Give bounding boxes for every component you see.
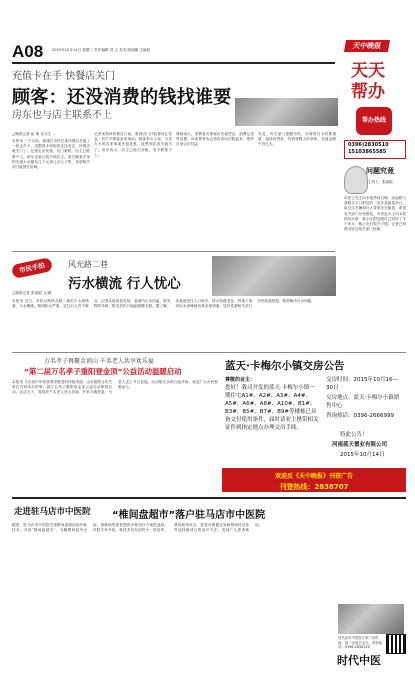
bottom-side-photo (338, 604, 404, 634)
hotline-column-author: 主持人：张丽娟 (368, 180, 393, 184)
ad-salutation: 尊敬的业主： (225, 377, 256, 383)
masthead-rule (12, 62, 335, 64)
bottom-body: 据悉，驻马店市中医院引进椎间盘微创治疗新技术，开设“椎间盘超市”，为腰椎间盘突出症、颈椎病等患者提供多种治疗方案供选择。该院专家介绍，新技术具有创伤小、恢复快、费用低等优点，患者可根据自身病情和经济条件选择最适合的治疗方法，受到广大患者欢迎。 (12, 523, 263, 533)
lead-byline: □晚报记者 崔 敏 实习生 ... (12, 132, 56, 136)
story2-tag (12, 255, 56, 283)
lead-body-col3: 律师表示，消费者可保留好充值凭证、消费记录等证据，向消费者协会投诉或向法院起诉，维护自身合法权益。 (176, 132, 254, 147)
hotline-column-text: 市民王先生向本报热线反映：汝南路与某路交叉口附近的一处井盖破损多日，给过往车辆和行人带来安全隐患，希望有关部门尽快修复。市民赵女士向本报热线反映：某小区附近路灯已经坏了半个多月，晚上出行很不方便。记者已将情况转交相关部门处理。 (344, 196, 406, 232)
brand-title-2: 帮办 (351, 82, 385, 101)
story2-body: 本报讯 近日，市民反映风光路二巷的下水道堵塞，污水横流，路面积水严重，过往行人苦不堪言。记者实地查看发现，巷道内污水四溢，散发阵阵异味，附近居民只能踮着脚走路。据了解，该巷道居住人口较多，排水管道老化，每逢下雨或用水高峰就容易出现堵塞。居民希望相关部门尽快疏通管道，彻底解决污水问题。 (12, 299, 315, 309)
lead-subhead: 房东也与店主联系不上 (12, 110, 112, 121)
divider-story2 (12, 251, 335, 252)
story3-body: 本报讯 为弘扬中华民族尊老敬老的传统美德，由本报联合有关单位共同举办的第二届万名孝子重阳登金顶公益活动即将启动。活动当天，将组织千名老人登山祈福，并举办敬老宴，为老人送上节日祝福。活动报名从即日起开始，欢迎广大市民积极参与。 (12, 380, 218, 395)
hotline-badge (356, 107, 392, 135)
lead-body-col2: 记者来到该快餐店门前，看到店门口贴着转让信息，有不少顾客前来询问。顾客李女士说，当初办卡时店家承诺充值优惠，没想到店说关就关了。房东表示，店主已拖欠房租，至今联系不上。 (94, 132, 172, 157)
ad-slogan-banner (222, 468, 406, 492)
ad-notice-date: 交房时间：2015年10月16—30日 (326, 377, 398, 391)
ad-block (222, 356, 406, 466)
story2-tag-label: 市民手拍 (11, 257, 53, 279)
story2-headline: 污水横流 行人忧心 (68, 276, 181, 292)
brand-title-1: 天天 (351, 61, 385, 80)
story2-photo (212, 256, 336, 296)
lead-photo (235, 98, 338, 126)
hotline-title: 帮办热线 (361, 117, 386, 124)
lead-kicker: 充值卡在手 快餐店关门 (12, 71, 116, 82)
ad-tel: 咨询热话：0396-2666999 (326, 413, 394, 419)
ad-title: 蓝天·卡梅尔小镇交房公告 (225, 360, 345, 372)
ad-slogan: 欢迎反《天中晚报》刊登广告 (274, 473, 353, 480)
ad-address: 交房地点：蓝天·卡梅尔小镇销售中心 (326, 395, 400, 409)
bottom-side-brand: 时代中医 (337, 654, 381, 667)
brand-logo: 天中晚报 (344, 40, 390, 52)
hotline-phones (344, 140, 406, 159)
lead-body-col4: 对此，有关部门提醒市民，办理预付卡时要谨慎，选择信誉好、经营规模大的商家，充值金额不宜过大。 (258, 132, 336, 147)
story3-headline: “第二届万名孝子重阳登金顶”公益活动温暖启动 (24, 367, 182, 376)
brand-block (343, 40, 405, 102)
hotline-illustration (344, 166, 368, 194)
ad-phone-line: 刊登热线：2838707 (279, 483, 349, 491)
divider-story3 (12, 352, 406, 353)
page-number: A08 (12, 42, 44, 61)
story2-byline: □晚报记者 张丽娟 文/图 (12, 291, 52, 295)
hotline-column-title: 问题究竟 (366, 167, 394, 175)
lead-body-col1: 本报讯 三个月前，驿城区市民在某快餐店充值了一张会员卡，没想到卡里的钱还没用完，快餐店就关门了。记者走访发现，店门紧锁，店主已联系不上，房东也表示找不到店主。部分顾客手里的充值卡余额从几十元到几百元不等，希望相关部门能帮忙协调。 (12, 139, 90, 170)
story3-kicker: 万名孝子再聚金顶山 千名老人共享欢乐宴 (44, 358, 154, 365)
story2-kicker: 风光路二巷 (68, 260, 108, 269)
qr-code-icon (386, 634, 406, 654)
divider-bottom (12, 497, 406, 499)
bottom-side-text: 驻马店市中医院专家门诊时间：周一至周日全天。咨询电话：0396-2858120 (338, 636, 383, 650)
lead-headline: 顾客：还没消费的钱找谁要 (12, 87, 232, 108)
ad-date: 2015年10月14日 (340, 452, 385, 458)
hotline-phone-1: 0396)2830510 (348, 142, 389, 148)
hotline-phone-2: 15103865585 (348, 149, 387, 155)
date-line: 2015年10月14日 星期三 责任编辑 刘 卫 美术/刘丽娜 主编校 (52, 48, 151, 52)
ad-company: 河南蓝天置业有限公司 (332, 442, 388, 448)
ad-body: 您好！我司开发的蓝天·卡梅尔小镇一期住宅A1#、A2#、A3#、A4#、A5#、A6#、A8#、A10#、B1#、B3#、B5#、B7#、B9#等楼栋已具备交付使用条件，届时请业主携带相关证件到指定地点办理交房手续。 (225, 385, 319, 431)
bottom-mid-headline: “椎间盘超市”落户驻马店市中医院 (112, 510, 266, 521)
ad-reminder: 特此公告！ (340, 432, 368, 438)
bottom-left-headline: 走进驻马店市中医院 (14, 507, 91, 517)
